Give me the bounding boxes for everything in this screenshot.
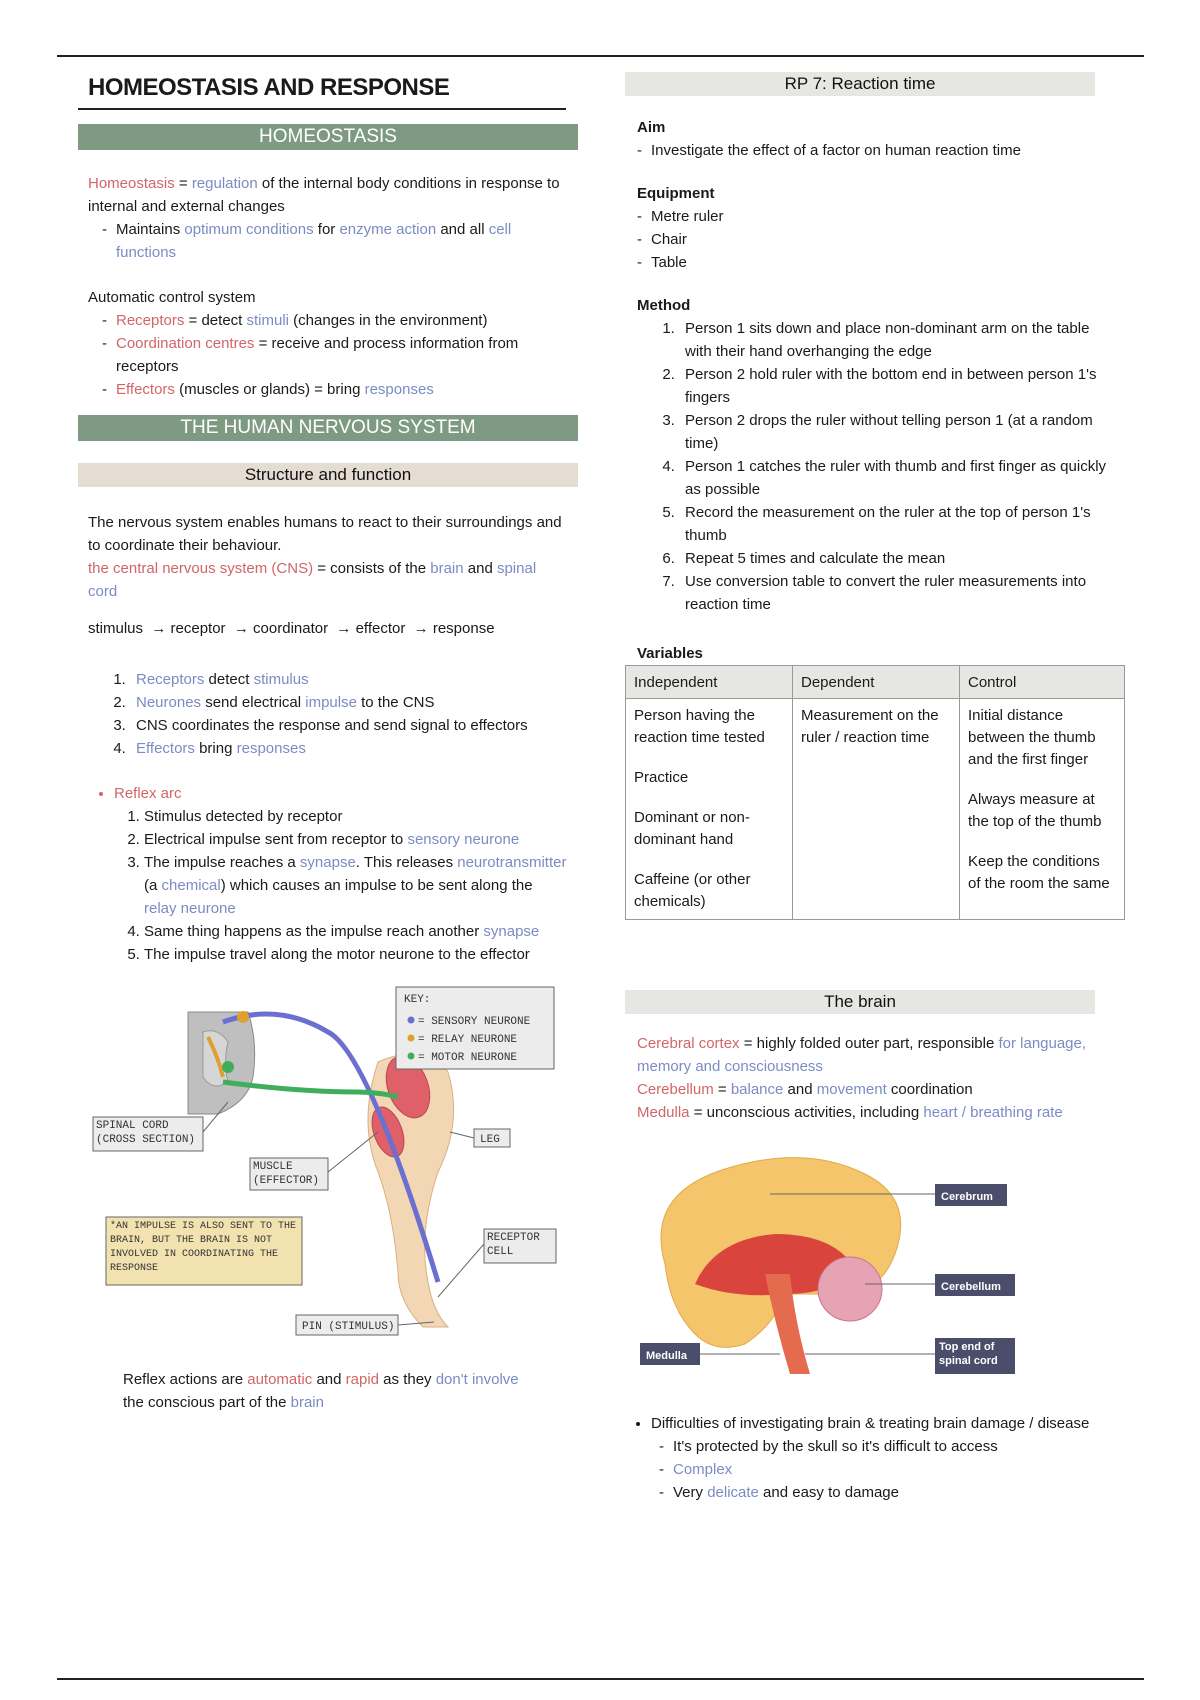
difficulties-item: • Difficulties of investigating brain & treating brain damage / disease - It's protected by the skull so it's difficult to access - Complex - Very delicate and easy to damage (651, 1412, 1091, 1504)
structure-function-header: Structure and function (78, 463, 578, 487)
independent-cell: Person having the reaction time tested Practice Dominant or non-dominant hand Caffeine (or other chemicals) (626, 699, 793, 920)
cns-definition: the central nervous system (CNS) = consists of the brain and spinal cord (88, 560, 537, 600)
list-item: - Investigate the effect of a factor on human reaction time (637, 139, 1125, 162)
list-item: 4. Same thing happens as the impulse reach another synapse (144, 920, 568, 943)
key-relay: = RELAY NEURONE (418, 1034, 518, 1046)
acs-title: Automatic control system (88, 289, 256, 306)
receptor-label: RECEPTOR CELL (487, 1232, 540, 1258)
leader-line (450, 1132, 474, 1138)
key-motor: = MOTOR NEURONE (418, 1052, 518, 1064)
rp7-section (625, 116, 1125, 665)
reflex-list (88, 782, 568, 966)
relay-key-dot (408, 1035, 415, 1042)
spinal-cord-top-label: Top end of spinal cord (939, 1341, 998, 1367)
list-item: 2. Neurones send electrical impulse to the CNS (130, 691, 568, 714)
leader-line (438, 1244, 484, 1297)
cerebellum-label: Cerebellum (941, 1281, 1001, 1293)
list-item: - Metre ruler (637, 205, 1125, 228)
homeostasis-section (78, 172, 578, 401)
brain-diagram (625, 1144, 1045, 1384)
list-item: - It's protected by the skull so it's difficult to access (659, 1435, 1091, 1458)
nervous-section (78, 511, 578, 966)
list-item: 4. Person 1 catches the ruler with thumb and first finger as quickly as possible (679, 455, 1119, 501)
page-title: HOMEOSTASIS AND RESPONSE (78, 62, 566, 110)
list-item: 1. Person 1 sits down and place non-dominant arm on the table with their hand overhanging the edge (679, 317, 1119, 363)
top-rule (57, 55, 1144, 57)
response-flow: stimulus → receptor → coordinator → effector → response (88, 620, 495, 637)
equipment-list (637, 205, 1125, 274)
list-item: - Very delicate and easy to damage (659, 1481, 1091, 1504)
rp7-header: RP 7: Reaction time (625, 72, 1095, 96)
nervous-steps (88, 668, 568, 760)
reflex-note: Reflex actions are automatic and rapid as they don't involve the conscious part of the brain (123, 1371, 519, 1411)
nervous-system-header: THE HUMAN NERVOUS SYSTEM (78, 415, 578, 441)
motor-key-dot (408, 1053, 415, 1060)
brain-note: *AN IMPULSE IS ALSO SENT TO THE BRAIN, BUT THE BRAIN IS NOT INVOLVED IN COORDINATING THE RESPONSE (110, 1221, 297, 1274)
list-item: - Table (637, 251, 1125, 274)
medulla-definition: Medulla = unconscious activities, including heart / breathing rate (637, 1104, 1063, 1121)
equipment-heading: Equipment (637, 185, 715, 202)
list-item: - Effectors (muscles or glands) = bring responses (102, 378, 568, 401)
list-item: 5. The impulse travel along the motor neurone to the effector (144, 943, 568, 966)
brain-header: The brain (625, 990, 1095, 1014)
list-item: - Chair (637, 228, 1125, 251)
list-item: 3. CNS coordinates the response and send signal to effectors (130, 714, 568, 737)
method-heading: Method (637, 297, 691, 314)
leg-label: LEG (480, 1134, 500, 1146)
cell-body-dot (222, 1061, 234, 1073)
list-item: 4. Effectors bring responses (130, 737, 568, 760)
cerebellum-definition: Cerebellum = balance and movement coordination (637, 1081, 973, 1098)
aim-list (637, 139, 1125, 162)
reflex-steps (114, 805, 568, 966)
list-item: 3. The impulse reaches a synapse. This releases neurotransmitter (a chemical) which causes an impulse to be sent along the relay neurone (144, 851, 568, 920)
list-item: 7. Use conversion table to convert the ruler measurements into reaction time (679, 570, 1119, 616)
reasons-list (651, 1435, 1091, 1504)
maintains-list (88, 218, 568, 264)
list-item: 1. Receptors detect stimulus (130, 668, 568, 691)
variables-table (625, 665, 1125, 920)
column-header: Control (960, 666, 1125, 699)
control-cell: Initial distance between the thumb and the first finger Always measure at the top of the thumb Keep the conditions of the room the same (960, 699, 1125, 920)
left-column (78, 62, 578, 1414)
brain-section (625, 1032, 1107, 1124)
cortex-definition: Cerebral cortex = highly folded outer part, responsible for language, memory and consciousness (637, 1035, 1087, 1075)
list-item: - Complex (659, 1458, 1091, 1481)
list-item: - Coordination centres = receive and process information from receptors (102, 332, 568, 378)
reflex-arc-diagram (78, 982, 558, 1352)
right-column (625, 72, 1125, 1504)
key-title: KEY: (404, 994, 431, 1006)
bottom-rule (57, 1678, 1144, 1680)
leader-line (328, 1132, 378, 1172)
key-sensory: = SENSORY NEURONE (418, 1016, 531, 1028)
list-item: 6. Repeat 5 times and calculate the mean (679, 547, 1119, 570)
medulla-label: Medulla (646, 1350, 687, 1362)
column-header: Independent (626, 666, 793, 699)
difficulties-list (625, 1412, 1091, 1504)
list-item: 2. Electrical impulse sent from receptor to sensory neurone (144, 828, 568, 851)
aim-heading: Aim (637, 119, 666, 136)
homeostasis-definition: Homeostasis = regulation of the internal body conditions in response to internal and external changes (88, 175, 560, 215)
method-list (637, 317, 1119, 616)
reflex-arc-title: • Reflex arc 1. Stimulus detected by receptor 2. Electrical impulse sent from receptor to sensory neurone 3. The impulse reaches a synapse. This releases neurotransmitter (a chemical) which causes an impulse to be sent along the relay neurone 4. Same thing happens as the impulse reach another synapse 5. The impulse travel along the motor neurone to the effector (114, 782, 568, 966)
list-item: 5. Record the measurement on the ruler at the top of person 1's thumb (679, 501, 1119, 547)
spinal-cord-label: SPINAL CORD (CROSS SECTION) (96, 1120, 196, 1146)
table-header-row (626, 666, 1125, 699)
list-item: 3. Person 2 drops the ruler without telling person 1 (at a random time) (679, 409, 1119, 455)
acs-list (88, 309, 568, 401)
cerebellum-shape (818, 1257, 882, 1321)
pin-label: PIN (STIMULUS) (302, 1321, 395, 1333)
column-header: Dependent (793, 666, 960, 699)
list-item: - Maintains optimum conditions for enzyme action and all cell functions (102, 218, 568, 264)
variables-heading: Variables (637, 645, 703, 662)
list-item: - Receptors = detect stimuli (changes in the environment) (102, 309, 568, 332)
dependent-cell: Measurement on the ruler / reaction time (793, 699, 960, 920)
table-row (626, 699, 1125, 920)
nervous-intro: The nervous system enables humans to react to their surroundings and to coordinate their behaviour. (88, 514, 562, 554)
cell-body-dot (237, 1011, 249, 1023)
list-item: 1. Stimulus detected by receptor (144, 805, 568, 828)
sensory-key-dot (408, 1017, 415, 1024)
muscle-label: MUSCLE (EFFECTOR) (253, 1161, 320, 1187)
homeostasis-header: HOMEOSTASIS (78, 124, 578, 150)
list-item: 2. Person 2 hold ruler with the bottom end in between person 1's fingers (679, 363, 1119, 409)
cerebrum-label: Cerebrum (941, 1191, 993, 1203)
